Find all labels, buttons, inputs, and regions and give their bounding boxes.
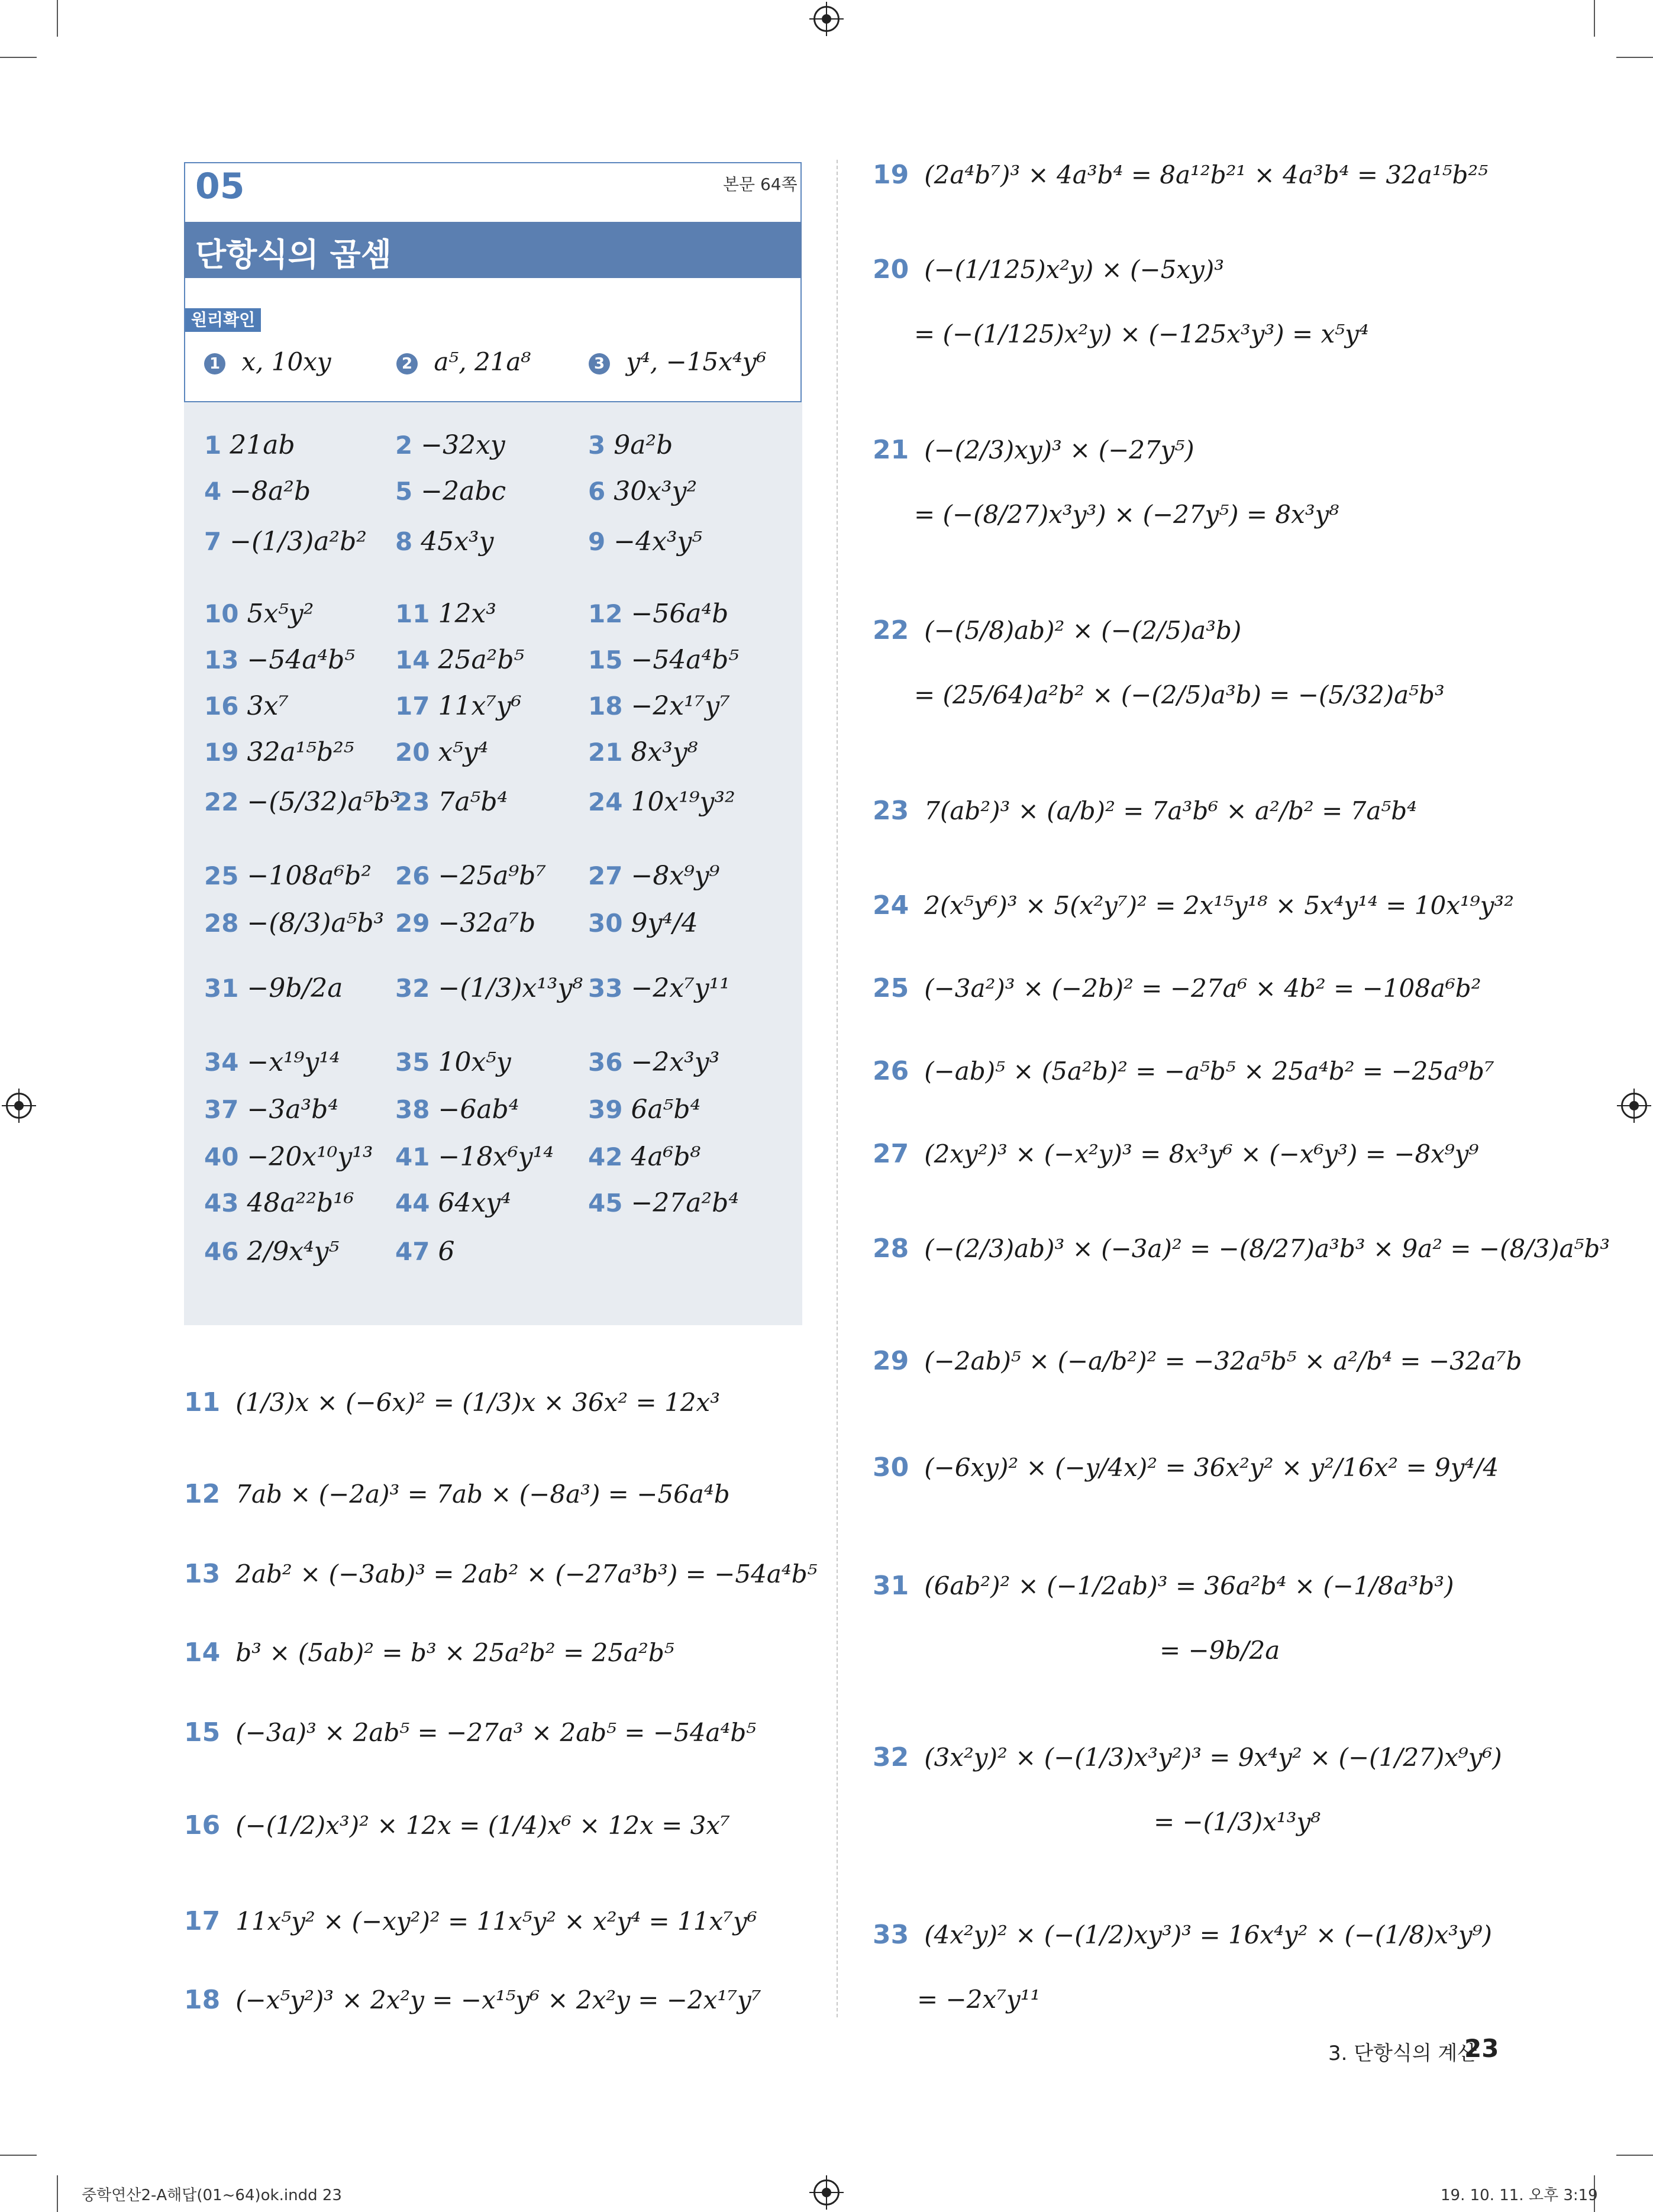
answer-text: −3a³b⁴ <box>247 1094 338 1125</box>
solution-text: (6ab²)² × (−1/2ab)³ = 36a²b⁴ × (−1/8a³b³) <box>924 1571 1454 1600</box>
solution-number: 23 <box>873 796 909 826</box>
answer-item <box>588 691 730 721</box>
answer-item <box>588 908 698 938</box>
answer-number: 38 <box>395 1095 430 1124</box>
answer-item <box>204 908 384 938</box>
answer-text: −25a⁹b⁷ <box>438 861 546 891</box>
answer-item <box>395 787 508 817</box>
answer-text: 3x⁷ <box>247 691 289 721</box>
solution-number: 22 <box>873 615 909 645</box>
solution-text: (−(2/3)ab)³ × (−3a)² = −(8/27)a³b³ × 9a² = −(8/3)a⁵b³ <box>924 1234 1610 1263</box>
answer-text: −(8/3)a⁵b³ <box>247 908 385 938</box>
solution-line <box>873 435 1194 465</box>
answer-text: x⁵y⁴ <box>438 737 489 767</box>
answer-text: 48a²²b¹⁶ <box>247 1188 354 1218</box>
answer-text: −2x¹⁷y⁷ <box>631 691 730 721</box>
answer-item <box>204 1188 354 1218</box>
answer-number: 37 <box>204 1095 239 1124</box>
solution-text: (−(1/125)x²y) × (−5xy)³ <box>924 255 1225 284</box>
solution-text: (2xy²)³ × (−x²y)³ = 8x³y⁶ × (−x⁶y³) = −8x⁹y⁹ <box>924 1139 1479 1168</box>
answer-number: 9 <box>588 527 606 556</box>
solution-line <box>184 1717 756 1748</box>
answer-number: 41 <box>395 1142 430 1171</box>
answer-item <box>204 1094 338 1125</box>
answer-item <box>204 1047 340 1077</box>
answer-number: 33 <box>588 974 623 1003</box>
answer-item <box>588 787 735 817</box>
answer-number: 3 <box>588 431 606 460</box>
crop-mark <box>0 57 37 58</box>
answer-number: 40 <box>204 1142 239 1171</box>
answer-text: −32a⁷b <box>438 908 536 938</box>
solution-line <box>873 1139 1478 1169</box>
answer-item <box>395 1188 511 1218</box>
solution-text: (−(2/3)xy)³ × (−27y⁵) <box>924 435 1194 464</box>
answer-text: −18x⁶y¹⁴ <box>438 1142 554 1172</box>
check-item: 1 x, 10xy <box>204 347 331 376</box>
answer-number: 11 <box>395 599 430 628</box>
solution-line <box>184 1810 730 1840</box>
solution-text: 11x⁵y² × (−xy²)² = 11x⁵y² × x²y⁴ = 11x⁷y⁶ <box>235 1907 757 1936</box>
answer-item <box>204 691 289 721</box>
solution-text: = (25/64)a²b² × (−(2/5)a³b) = −(5/32)a⁵b³ <box>914 680 1445 709</box>
answer-text: 7a⁵b⁴ <box>438 787 508 817</box>
solution-line <box>873 1346 1522 1376</box>
answer-number: 28 <box>204 909 239 938</box>
solution-text: (3x²y)² × (−(1/3)x³y²)³ = 9x⁴y² × (−(1/27)x⁹y⁶) <box>924 1743 1502 1772</box>
answer-text: −x¹⁹y¹⁴ <box>247 1047 340 1077</box>
solution-line <box>873 1742 1502 1772</box>
solution-line <box>873 254 1224 285</box>
registration-mark-icon <box>6 1093 32 1119</box>
solution-number: 15 <box>184 1717 221 1748</box>
answer-number: 18 <box>588 692 623 721</box>
answer-text: 12x³ <box>438 599 496 629</box>
solution-number: 12 <box>184 1479 221 1509</box>
answer-number: 22 <box>204 787 239 816</box>
check-item: 2 a⁵, 21a⁸ <box>396 347 531 376</box>
answer-text: 8x³y⁸ <box>631 737 698 767</box>
solution-line <box>873 973 1481 1003</box>
solution-text: = −9b/2a <box>1160 1636 1280 1665</box>
check-badge: 원리확인 <box>185 308 261 332</box>
answer-number: 47 <box>395 1237 430 1266</box>
solution-text: (−ab)⁵ × (5a²b)² = −a⁵b⁵ × 25a⁴b² = −25a⁹b⁷ <box>924 1057 1494 1086</box>
answer-item <box>395 1094 519 1125</box>
solution-continuation <box>917 1985 1040 2014</box>
check-number: 1 <box>204 353 225 374</box>
answer-number: 46 <box>204 1237 239 1266</box>
answer-number: 24 <box>588 787 623 816</box>
solution-number: 26 <box>873 1056 909 1086</box>
solution-line <box>873 1920 1492 1950</box>
solution-number: 21 <box>873 435 909 465</box>
answer-text: −20x¹⁰y¹³ <box>247 1142 373 1172</box>
solution-line <box>184 1559 817 1589</box>
answer-text: −56a⁴b <box>631 599 729 629</box>
answer-number: 29 <box>395 909 430 938</box>
answer-text: −6ab⁴ <box>438 1094 519 1125</box>
answer-number: 31 <box>204 974 239 1003</box>
answer-text: 10x¹⁹y³² <box>631 787 735 817</box>
solution-text: (−x⁵y²)³ × 2x²y = −x¹⁵y⁶ × 2x²y = −2x¹⁷y⁷ <box>235 1985 761 2014</box>
section-number: 05 <box>195 166 245 207</box>
answer-text: 64xy⁴ <box>438 1188 511 1218</box>
solution-line <box>873 615 1241 645</box>
answer-number: 4 <box>204 477 222 506</box>
answer-text: 11x⁷y⁶ <box>438 691 522 721</box>
solution-number: 31 <box>873 1571 909 1601</box>
slug-file: 중학연산2-A해답(01~64)ok.indd 23 <box>82 2187 342 2204</box>
answer-item <box>395 1236 454 1267</box>
answer-text: −4x³y⁵ <box>614 527 703 557</box>
solution-text: (4x²y)² × (−(1/2)xy³)³ = 16x⁴y² × (−(1/8)x³y⁹) <box>924 1920 1492 1949</box>
answer-text: −2x⁷y¹¹ <box>631 973 730 1003</box>
solution-continuation <box>914 319 1369 348</box>
answer-text: −27a²b⁴ <box>631 1188 739 1218</box>
answer-number: 32 <box>395 974 430 1003</box>
answer-number: 7 <box>204 527 222 556</box>
answer-number: 14 <box>395 645 430 674</box>
answer-item <box>204 1142 373 1172</box>
answer-number: 39 <box>588 1095 623 1124</box>
answer-item <box>204 599 314 629</box>
solution-number: 16 <box>184 1810 221 1840</box>
answer-item <box>588 1047 719 1077</box>
answer-item <box>395 973 583 1003</box>
registration-mark-icon <box>813 6 840 32</box>
answer-item <box>395 1047 511 1077</box>
answer-text: −54a⁴b⁵ <box>247 645 355 675</box>
answer-text: −108a⁶b² <box>247 861 372 891</box>
solution-line <box>184 1387 720 1417</box>
answer-item <box>204 787 401 817</box>
answer-item <box>204 430 295 460</box>
solution-text: = (−(1/125)x²y) × (−125x³y³) = x⁵y⁴ <box>914 319 1369 348</box>
answer-number: 27 <box>588 861 623 890</box>
solution-text: 2(x⁵y⁶)³ × 5(x²y⁷)² = 2x¹⁵y¹⁸ × 5x⁴y¹⁴ = 10x¹⁹y³² <box>924 891 1514 920</box>
solution-text: = (−(8/27)x³y³) × (−27y⁵) = 8x³y⁸ <box>914 500 1339 529</box>
crop-mark <box>57 0 58 37</box>
slug-date: 19. 10. 11. 오후 3:19 <box>1441 2187 1598 2204</box>
solution-number: 18 <box>184 1985 221 2015</box>
answer-item <box>204 973 343 1003</box>
answer-number: 16 <box>204 692 239 721</box>
answer-text: −(1/3)x¹³y⁸ <box>438 973 583 1003</box>
solution-number: 29 <box>873 1346 909 1376</box>
answer-number: 26 <box>395 861 430 890</box>
answer-number: 45 <box>588 1189 623 1218</box>
solution-number: 14 <box>184 1638 221 1668</box>
footer-chapter: 3. 단항식의 계산 <box>1328 2042 1477 2065</box>
answer-number: 1 <box>204 431 222 460</box>
answer-number: 6 <box>588 477 606 506</box>
solution-number: 32 <box>873 1742 909 1772</box>
answer-number: 2 <box>395 431 413 460</box>
answer-item <box>395 737 488 767</box>
solution-continuation <box>1160 1636 1280 1665</box>
answer-item <box>204 527 367 557</box>
answer-number: 15 <box>588 645 623 674</box>
answer-number: 21 <box>588 738 623 767</box>
solution-line <box>184 1906 757 1936</box>
answer-text: −(5/32)a⁵b³ <box>247 787 401 817</box>
check-number: 2 <box>396 353 418 374</box>
answer-text: 10x⁵y <box>438 1047 511 1077</box>
solution-text: (2a⁴b⁷)³ × 4a³b⁴ = 8a¹²b²¹ × 4a³b⁴ = 32a¹⁵b²⁵ <box>924 160 1489 189</box>
solution-number: 27 <box>873 1139 909 1169</box>
answer-text: 9a²b <box>614 430 673 460</box>
solution-continuation <box>1154 1807 1321 1836</box>
answer-number: 17 <box>395 692 430 721</box>
solution-line <box>184 1985 761 2015</box>
solution-line <box>873 1452 1499 1483</box>
solution-text: (−6xy)² × (−y/4x)² = 36x²y² × y²/16x² = 9y⁴/4 <box>924 1453 1499 1482</box>
solution-number: 25 <box>873 973 909 1003</box>
solution-number: 30 <box>873 1452 909 1483</box>
registration-mark-icon <box>813 2179 840 2205</box>
crop-mark <box>1616 2155 1653 2156</box>
section-page-ref: 본문 64쪽 <box>723 175 798 194</box>
answer-text: −8a²b <box>230 476 311 506</box>
crop-mark <box>1616 57 1653 58</box>
answer-number: 8 <box>395 527 413 556</box>
solution-number: 33 <box>873 1920 909 1950</box>
answer-text: −9b/2a <box>247 973 343 1003</box>
answer-text: −2x³y³ <box>631 1047 720 1077</box>
answer-number: 5 <box>395 477 413 506</box>
solution-text: 7(ab²)³ × (a/b)² = 7a³b⁶ × a²/b² = 7a⁵b⁴ <box>924 796 1417 825</box>
answer-text: 4a⁶b⁸ <box>631 1142 701 1172</box>
solution-text: (−3a)³ × 2ab⁵ = −27a³ × 2ab⁵ = −54a⁴b⁵ <box>235 1718 757 1747</box>
answer-number: 42 <box>588 1142 623 1171</box>
answer-text: 32a¹⁵b²⁵ <box>247 737 354 767</box>
solution-line <box>873 890 1514 921</box>
answer-text: 2/9x⁴y⁵ <box>247 1236 340 1267</box>
answer-text: −8x⁹y⁹ <box>631 861 720 891</box>
answer-text: 25a²b⁵ <box>438 645 525 675</box>
answer-number: 34 <box>204 1048 239 1077</box>
answer-text: 6 <box>438 1236 455 1267</box>
solution-continuation <box>914 680 1445 709</box>
answer-item <box>588 645 739 675</box>
answer-item <box>204 645 355 675</box>
solution-text: (−2ab)⁵ × (−a/b²)² = −32a⁵b⁵ × a²/b⁴ = −32a⁷b <box>924 1346 1522 1375</box>
answer-item <box>395 430 505 460</box>
solution-text: = −(1/3)x¹³y⁸ <box>1154 1807 1321 1836</box>
answer-item <box>588 737 698 767</box>
solution-number: 28 <box>873 1233 909 1264</box>
crop-mark <box>0 2155 37 2156</box>
answer-number: 12 <box>588 599 623 628</box>
answer-number: 35 <box>395 1048 430 1077</box>
check-item: 3 y⁴, −15x⁴y⁶ <box>589 347 766 376</box>
solution-number: 11 <box>184 1387 221 1417</box>
answer-number: 23 <box>395 787 430 816</box>
answer-text: −32xy <box>421 430 505 460</box>
registration-mark-icon <box>1621 1093 1647 1119</box>
solution-line <box>873 1571 1454 1601</box>
answer-number: 25 <box>204 861 239 890</box>
solution-text: 2ab² × (−3ab)³ = 2ab² × (−27a³b³) = −54a⁴b⁵ <box>235 1559 818 1588</box>
answer-item <box>588 599 728 629</box>
answer-item <box>395 861 546 891</box>
answer-item <box>204 737 354 767</box>
solution-line <box>184 1479 730 1509</box>
answer-text: −(1/3)a²b² <box>230 527 367 557</box>
answer-text: 21ab <box>230 430 295 460</box>
answer-item <box>395 527 494 557</box>
answer-number: 10 <box>204 599 239 628</box>
answer-item <box>395 691 521 721</box>
solution-line <box>184 1638 674 1668</box>
answer-number: 44 <box>395 1189 430 1218</box>
answer-item <box>588 430 673 460</box>
column-divider <box>837 160 838 2017</box>
solution-line <box>873 1056 1494 1086</box>
answer-item <box>395 476 506 506</box>
answer-text: 30x³y² <box>614 476 698 506</box>
answer-text: 6a⁵b⁴ <box>631 1094 701 1125</box>
answer-item <box>395 645 524 675</box>
solution-line <box>873 796 1417 826</box>
footer-page-number: 23 <box>1464 2034 1499 2063</box>
answer-item <box>204 476 311 506</box>
answer-item <box>204 1236 339 1267</box>
solution-number: 24 <box>873 890 909 921</box>
solution-number: 17 <box>184 1906 221 1936</box>
crop-mark <box>57 2175 58 2212</box>
solution-line <box>873 160 1488 190</box>
answer-item <box>395 599 496 629</box>
answer-item <box>588 1142 700 1172</box>
solution-line <box>873 1233 1610 1264</box>
solution-text: (1/3)x × (−6x)² = (1/3)x × 36x² = 12x³ <box>235 1388 721 1417</box>
answer-item <box>204 861 372 891</box>
solution-number: 19 <box>873 160 909 190</box>
section-title: 단항식의 곱셈 <box>195 236 392 273</box>
answer-item <box>588 476 697 506</box>
solution-number: 13 <box>184 1559 221 1589</box>
solution-continuation <box>914 500 1339 529</box>
answer-item <box>588 973 730 1003</box>
check-number: 3 <box>589 353 610 374</box>
answer-text: 45x³y <box>421 527 494 557</box>
solution-number: 20 <box>873 254 909 285</box>
answer-item <box>588 861 719 891</box>
answer-number: 19 <box>204 738 239 767</box>
answer-number: 13 <box>204 645 239 674</box>
solution-text: (−3a²)³ × (−2b)² = −27a⁶ × 4b² = −108a⁶b² <box>924 974 1481 1003</box>
answer-number: 36 <box>588 1048 623 1077</box>
answer-item <box>588 1188 739 1218</box>
answer-number: 30 <box>588 909 623 938</box>
answer-item <box>395 908 535 938</box>
solution-text: = −2x⁷y¹¹ <box>917 1985 1041 2014</box>
solution-text: (−(5/8)ab)² × (−(2/5)a³b) <box>924 616 1242 645</box>
answer-item <box>588 527 702 557</box>
answer-number: 20 <box>395 738 430 767</box>
solution-text: (−(1/2)x³)² × 12x = (1/4)x⁶ × 12x = 3x⁷ <box>235 1811 730 1840</box>
answer-text: −54a⁴b⁵ <box>631 645 739 675</box>
answer-text: 9y⁴/4 <box>631 908 698 938</box>
answer-item <box>588 1094 700 1125</box>
answer-text: −2abc <box>421 476 506 506</box>
solution-text: b³ × (5ab)² = b³ × 25a²b² = 25a²b⁵ <box>235 1638 674 1667</box>
answer-text: 5x⁵y² <box>247 599 314 629</box>
crop-mark <box>1594 0 1595 37</box>
answer-number: 43 <box>204 1189 239 1218</box>
answer-item <box>395 1142 554 1172</box>
solution-text: 7ab × (−2a)³ = 7ab × (−8a³) = −56a⁴b <box>235 1480 730 1509</box>
